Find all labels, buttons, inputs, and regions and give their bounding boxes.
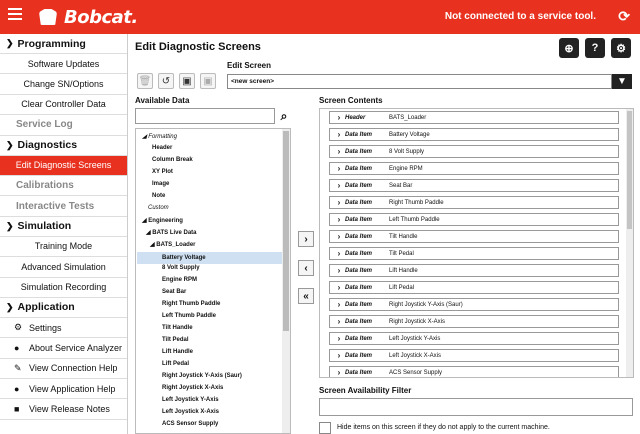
item-kind: Data Item: [345, 352, 373, 359]
contents-scrollbar[interactable]: [626, 109, 633, 378]
tree-item[interactable]: Lift Pedal: [162, 361, 190, 367]
add-item-chevron-right-icon[interactable]: ›: [298, 231, 314, 247]
sidebar-item-application-help[interactable]: [0, 379, 127, 399]
hide-items-label: Hide items on this screen if they do not apply to the current machine.: [337, 424, 550, 431]
help-icon: ●: [14, 383, 20, 394]
tree-item[interactable]: Left Thumb Paddle: [162, 313, 216, 319]
chevron-right-icon: ›: [337, 113, 341, 123]
tree-item[interactable]: Note: [152, 193, 166, 199]
tree-scrollbar[interactable]: [282, 129, 290, 434]
tree-item[interactable]: Engine RPM: [162, 277, 198, 283]
sidebar-item-connection-help[interactable]: [0, 359, 127, 379]
item-kind: Data Item: [345, 250, 373, 257]
refresh-icon[interactable]: ⟳: [618, 8, 630, 24]
list-item[interactable]: [329, 349, 619, 362]
sidebar-item-settings[interactable]: [0, 318, 127, 338]
brand-text: Bobcat.: [64, 6, 138, 28]
remove-item-chevron-left-icon[interactable]: ‹: [298, 260, 314, 276]
search-icon[interactable]: ⌕: [280, 108, 288, 123]
screen-contents-list: [319, 108, 634, 378]
zoom-icon[interactable]: ⊕: [559, 38, 579, 58]
sidebar-item-training-mode[interactable]: Training Mode: [0, 237, 127, 257]
chevron-right-icon: ›: [337, 232, 341, 242]
item-label: Right Joystick X-Axis: [389, 318, 446, 325]
item-kind: Data Item: [345, 335, 373, 342]
availability-filter-input[interactable]: [319, 398, 633, 416]
item-label: Left Joystick Y-Axis: [389, 335, 441, 342]
document-icon: ■: [14, 404, 20, 415]
item-kind: Data Item: [345, 301, 373, 308]
sidebar-header-label: Simulation: [17, 220, 72, 233]
item-label: Battery Voltage: [389, 131, 430, 138]
list-item[interactable]: [329, 179, 619, 192]
item-label: ACS Sensor Supply: [389, 369, 443, 376]
gear-icon: ⚙: [14, 322, 23, 333]
tree-item[interactable]: ACS Sensor Supply: [162, 421, 219, 427]
item-kind: Header: [345, 114, 366, 121]
item-kind: Data Item: [345, 131, 373, 138]
tree-node-bats-loader[interactable]: ◢ BATS_Loader: [150, 242, 196, 248]
sidebar-header-label: Programming: [17, 37, 86, 50]
item-kind: Data Item: [345, 148, 373, 155]
chevron-right-icon: ›: [337, 249, 341, 259]
item-kind: Data Item: [345, 284, 373, 291]
tree-node-bats-live-data[interactable]: ◢ BATS Live Data: [146, 230, 197, 236]
chevron-right-icon: ›: [337, 283, 341, 293]
bobcat-mark-icon: [36, 7, 60, 27]
sidebar-item-software-updates[interactable]: Software Updates: [0, 54, 127, 74]
item-label: 8 Volt Supply: [389, 148, 425, 155]
tree-item[interactable]: Image: [152, 181, 170, 187]
available-data-label: Available Data: [135, 96, 190, 105]
chevron-right-icon: ›: [337, 198, 341, 208]
tree-item[interactable]: Right Thumb Paddle: [162, 301, 221, 307]
edit-screen-label: Edit Screen: [227, 61, 272, 70]
item-kind: Data Item: [345, 165, 373, 172]
chevron-right-icon: ›: [337, 164, 341, 174]
tree-item[interactable]: Seat Bar: [162, 289, 187, 295]
item-label: Engine RPM: [389, 165, 423, 172]
list-item[interactable]: [329, 332, 619, 345]
list-item[interactable]: [329, 128, 619, 141]
sidebar-item-edit-diagnostic-screens[interactable]: Edit Diagnostic Screens: [0, 156, 127, 176]
sidebar-header-label: Diagnostics: [17, 139, 78, 152]
sidebar-header-diagnostics[interactable]: [0, 136, 127, 156]
item-label: Tilt Pedal: [389, 250, 414, 257]
remove-all-double-chevron-icon[interactable]: «: [298, 288, 314, 304]
item-kind: Data Item: [345, 182, 373, 189]
chevron-right-icon: ›: [337, 215, 341, 225]
item-kind: Data Item: [345, 267, 373, 274]
tree-item[interactable]: 8 Volt Supply: [162, 265, 200, 271]
chevron-right-icon: ›: [337, 317, 341, 327]
chevron-down-icon[interactable]: ▼: [612, 74, 632, 89]
sidebar-item-advanced-simulation[interactable]: Advanced Simulation: [0, 257, 127, 277]
item-kind: Data Item: [345, 216, 373, 223]
item-kind: Data Item: [345, 318, 373, 325]
available-data-tree: [135, 128, 291, 434]
tree-item[interactable]: Right Joystick Y-Axis (Saur): [162, 373, 242, 379]
list-item[interactable]: [329, 264, 619, 277]
save-icon[interactable]: ▣: [179, 73, 195, 89]
tree-node-formatting[interactable]: ◢ Formatting: [142, 134, 177, 140]
tree-label: BATS Live Data: [152, 230, 197, 236]
tree-label: Engineering: [148, 218, 183, 224]
sidebar-item-label: View Application Help: [29, 383, 116, 394]
screen-contents-label: Screen Contents: [319, 96, 383, 105]
main-panel: [129, 34, 640, 434]
chevron-down-icon: ❯: [6, 38, 14, 48]
item-label: Seat Bar: [389, 182, 413, 189]
sidebar: [0, 34, 128, 434]
tree-item[interactable]: Tilt Handle: [162, 325, 193, 331]
list-item[interactable]: [329, 111, 619, 124]
chevron-right-icon: ›: [337, 300, 341, 310]
tree-item-selected[interactable]: Battery Voltage: [137, 252, 283, 264]
sidebar-item-clear-controller-data[interactable]: Clear Controller Data: [0, 95, 127, 115]
chevron-right-icon: ›: [337, 351, 341, 361]
sidebar-item-label: Settings: [29, 322, 62, 333]
tree-item[interactable]: XY Plot: [152, 169, 173, 175]
sidebar-item-service-log[interactable]: Service Log: [0, 115, 127, 135]
item-label: Lift Pedal: [389, 284, 415, 291]
list-item[interactable]: [329, 230, 619, 243]
tree-label: BATS_Loader: [156, 242, 196, 248]
list-item[interactable]: [329, 213, 619, 226]
item-kind: Data Item: [345, 199, 373, 206]
chevron-right-icon: ›: [337, 147, 341, 157]
sidebar-header-programming[interactable]: [0, 34, 127, 54]
plug-icon: ✎: [14, 362, 22, 373]
list-item[interactable]: [329, 281, 619, 294]
settings-gear-icon[interactable]: ⚙: [611, 38, 631, 58]
tree-item[interactable]: Tilt Pedal: [162, 337, 189, 343]
filter-label: Screen Availability Filter: [319, 386, 412, 395]
connection-status: Not connected to a service tool.: [444, 11, 596, 22]
search-input[interactable]: [135, 108, 275, 124]
list-item[interactable]: [329, 315, 619, 328]
chevron-down-icon: ❯: [6, 301, 14, 312]
save-as-icon[interactable]: ▣: [200, 73, 216, 89]
sidebar-header-label: Application: [17, 301, 75, 314]
sidebar-header-application[interactable]: [0, 298, 127, 318]
item-label: Right Joystick Y-Axis (Saur): [389, 301, 463, 308]
tree-node-engineering[interactable]: ◢ Engineering: [142, 218, 183, 224]
tree-item[interactable]: Left Joystick X-Axis: [162, 409, 220, 415]
sidebar-header-simulation[interactable]: [0, 217, 127, 237]
item-kind: Data Item: [345, 233, 373, 240]
chevron-right-icon: ›: [337, 130, 341, 140]
chevron-right-icon: ›: [337, 181, 341, 191]
tree-item[interactable]: Column Break: [152, 157, 193, 163]
list-item[interactable]: [329, 298, 619, 311]
item-label: Left Thumb Paddle: [389, 216, 440, 223]
sidebar-item-interactive-tests[interactable]: Interactive Tests: [0, 196, 127, 216]
sidebar-item-label: About Service Analyzer: [29, 342, 123, 353]
sidebar-item-label: View Release Notes: [29, 404, 110, 415]
tree-item[interactable]: Right Joystick X-Axis: [162, 385, 224, 391]
chevron-right-icon: ›: [337, 368, 341, 378]
sidebar-item-release-notes[interactable]: [0, 399, 127, 419]
sidebar-item-about[interactable]: [0, 338, 127, 358]
menu-icon[interactable]: [8, 8, 22, 22]
list-item[interactable]: [329, 366, 619, 378]
tree-item[interactable]: Lift Handle: [162, 349, 193, 355]
page-title: Edit Diagnostic Screens: [135, 41, 261, 53]
list-item[interactable]: [329, 162, 619, 175]
tree-item[interactable]: Custom: [148, 205, 169, 211]
list-item[interactable]: [329, 145, 619, 158]
chevron-right-icon: ›: [337, 334, 341, 344]
chevron-down-icon: ❯: [6, 139, 14, 150]
hide-items-checkbox[interactable]: [319, 422, 331, 434]
top-bar: [0, 0, 640, 34]
tree-item[interactable]: Left Joystick Y-Axis: [162, 397, 219, 403]
delete-icon[interactable]: 🗑: [137, 73, 153, 89]
chevron-down-icon: ❯: [6, 220, 14, 231]
list-item[interactable]: [329, 196, 619, 209]
item-kind: Data Item: [345, 369, 373, 376]
tree-item[interactable]: Header: [152, 145, 173, 151]
sidebar-item-simulation-recording[interactable]: Simulation Recording: [0, 278, 127, 298]
sidebar-item-label: View Connection Help: [29, 363, 118, 374]
sidebar-item-change-sn[interactable]: Change SN/Options: [0, 74, 127, 94]
chevron-right-icon: ›: [337, 266, 341, 276]
help-button-icon[interactable]: ?: [585, 38, 605, 58]
item-label: Right Thumb Paddle: [389, 199, 444, 206]
item-label: Lift Handle: [389, 267, 418, 274]
info-icon: ●: [14, 342, 20, 353]
bobcat-logo: [36, 5, 138, 29]
item-label: Left Joystick X-Axis: [389, 352, 442, 359]
item-label: BATS_Loader: [389, 114, 427, 121]
edit-screen-select[interactable]: <new screen>: [227, 74, 612, 89]
tree-label: Formatting: [148, 134, 177, 140]
list-item[interactable]: [329, 247, 619, 260]
undo-icon[interactable]: ↺: [158, 73, 174, 89]
sidebar-item-calibrations[interactable]: Calibrations: [0, 176, 127, 196]
item-label: Tilt Handle: [389, 233, 418, 240]
